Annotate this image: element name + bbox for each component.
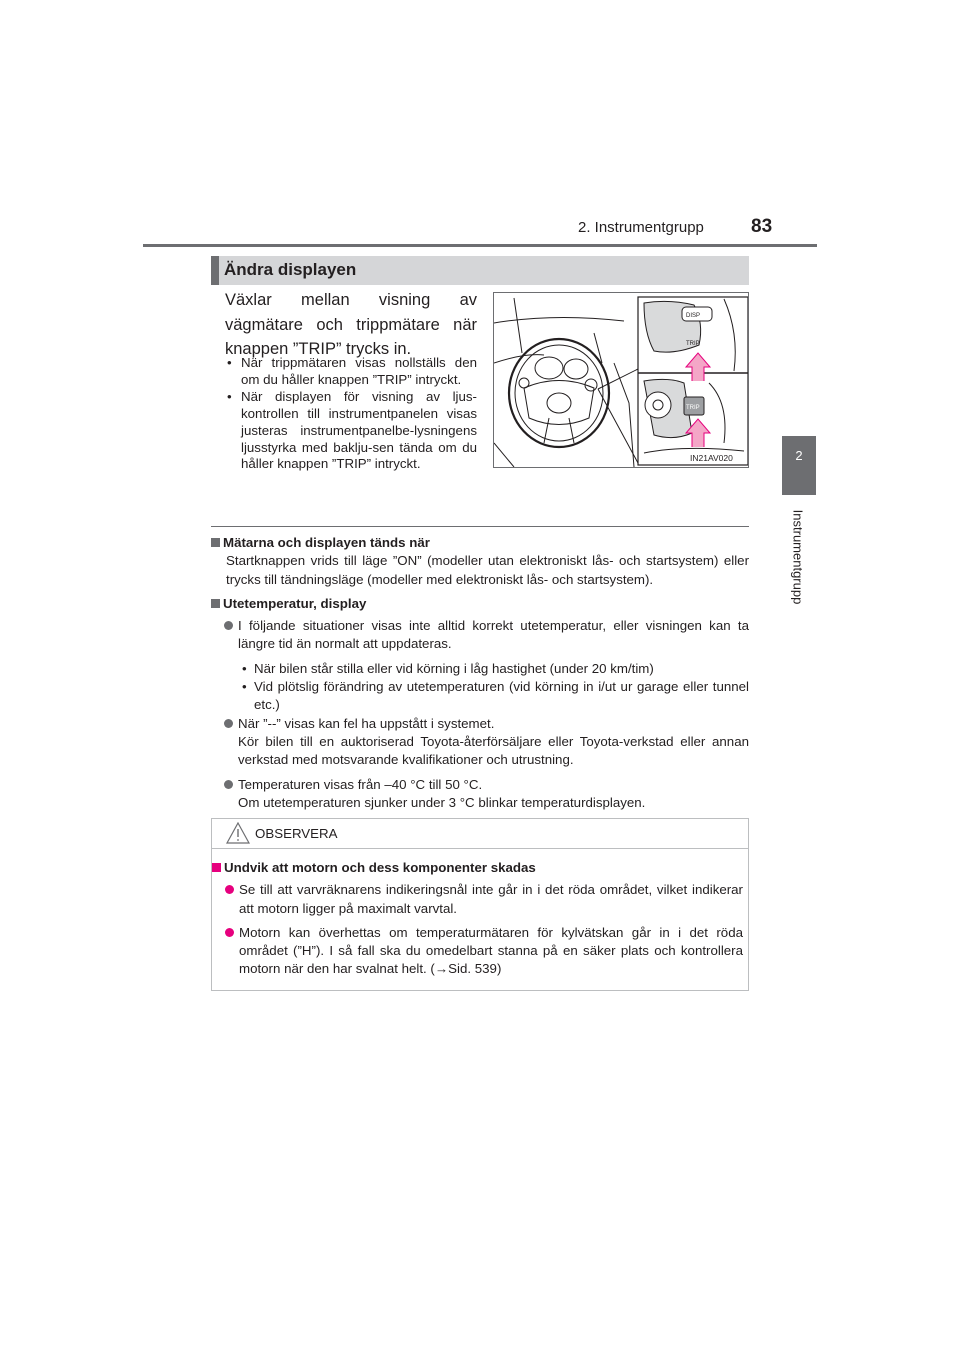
figure-label-trip-2: TRIP xyxy=(686,405,700,411)
figure-label-disp: DISP xyxy=(686,313,701,319)
temp-item-line: När ”--” visas kan fel ha uppstått i systemet. xyxy=(238,715,495,731)
intro-text: Växlar mellan visning av vägmätare och trippmätare när knappen ”TRIP” trycks in. xyxy=(225,291,477,358)
chapter-tab xyxy=(782,436,816,495)
temp-subitem: • Vid plötslig förändring av utetemperaturen (vid körning in i/ut ur garage eller tunnel etc.) xyxy=(238,678,749,715)
intro-bullet: • När displayen för visning av ljus-kontrollen till instrumentpanelen visas justeras instrumentpanelbe-lysningens ljusstyrka med baklju-sen tända om du håller knappen ”TRIP” intryckt. xyxy=(225,389,477,474)
temp-item-line: Temperaturen visas från –40 °C till 50 °C. xyxy=(238,776,483,792)
chapter-side-label xyxy=(778,502,818,612)
temp-heading: Utetemperatur, display xyxy=(211,595,749,613)
figure-label-trip: TRIP xyxy=(686,341,700,347)
caution-item: Se till att varvräknarens indikeringsnål inte går in i det röda området, vilket indikerar att motorn ligger på maximalt varvtal. xyxy=(212,881,743,918)
steering-wheel-illustration xyxy=(494,293,748,467)
temp-subitem: • När bilen står stilla eller vid körning i låg hastighet (under 20 km/tim) xyxy=(238,660,749,678)
meters-heading: Mätarna och displayen tänds när xyxy=(211,534,749,552)
warning-icon xyxy=(226,822,250,844)
temp-item xyxy=(211,776,749,813)
section-divider xyxy=(211,526,749,527)
temp-item: I följande situationer visas inte alltid korrekt utetemperatur, eller visningen kan ta längre tid än normalt att uppdateras. xyxy=(211,617,749,654)
caution-box xyxy=(211,818,749,991)
section-title-accent xyxy=(211,256,219,285)
caution-heading: Undvik att motorn och dess komponenter skadas xyxy=(212,859,749,877)
section-title: Ändra displayen xyxy=(224,260,357,279)
caution-header xyxy=(212,819,748,849)
header-rule xyxy=(143,244,817,247)
temp-item xyxy=(211,715,749,770)
caution-title: OBSERVERA xyxy=(255,826,338,841)
chapter-side-label-text: Instrumentgrupp xyxy=(790,509,806,605)
meters-text: Startknappen vrids till läge ”ON” (modeller utan elektroniskt lås- och startsystem) eller trycks till tändningsläge (modeller med elektroniskt lås- och startsystem). xyxy=(226,553,749,587)
temp-item-line: Kör bilen till en auktoriserad Toyota-återförsäljare eller Toyota-verkstad eller annan verkstad med motsvarande kvalifikationer och utrustning. xyxy=(238,733,749,768)
intro-bullet: • När trippmätaren visas nollställs den om du håller knappen ”TRIP” intryckt. xyxy=(225,355,477,389)
steering-wheel-figure xyxy=(493,292,749,468)
intro-bullets xyxy=(225,355,477,473)
figure-code: IN21AV020 xyxy=(690,453,733,463)
temp-item-line: Om utetemperaturen sjunker under 3 °C blinkar temperaturdisplayen. xyxy=(238,794,646,810)
page-number: 83 xyxy=(751,216,773,237)
chapter-title: 2. Instrumentgrupp xyxy=(578,219,704,236)
caution-body xyxy=(212,859,749,979)
temp-sublist xyxy=(211,660,749,715)
notes-block xyxy=(211,534,749,812)
caution-item: Motorn kan överhettas om temperaturmätaren för kylvätskan går in i det röda området (”H”). I så fall ska du omedelbart stanna på en säker plats och kontrollera motorn när den har svalnat helt. (→Sid. 539) xyxy=(212,924,743,979)
chapter-tab-number: 2 xyxy=(795,448,803,463)
